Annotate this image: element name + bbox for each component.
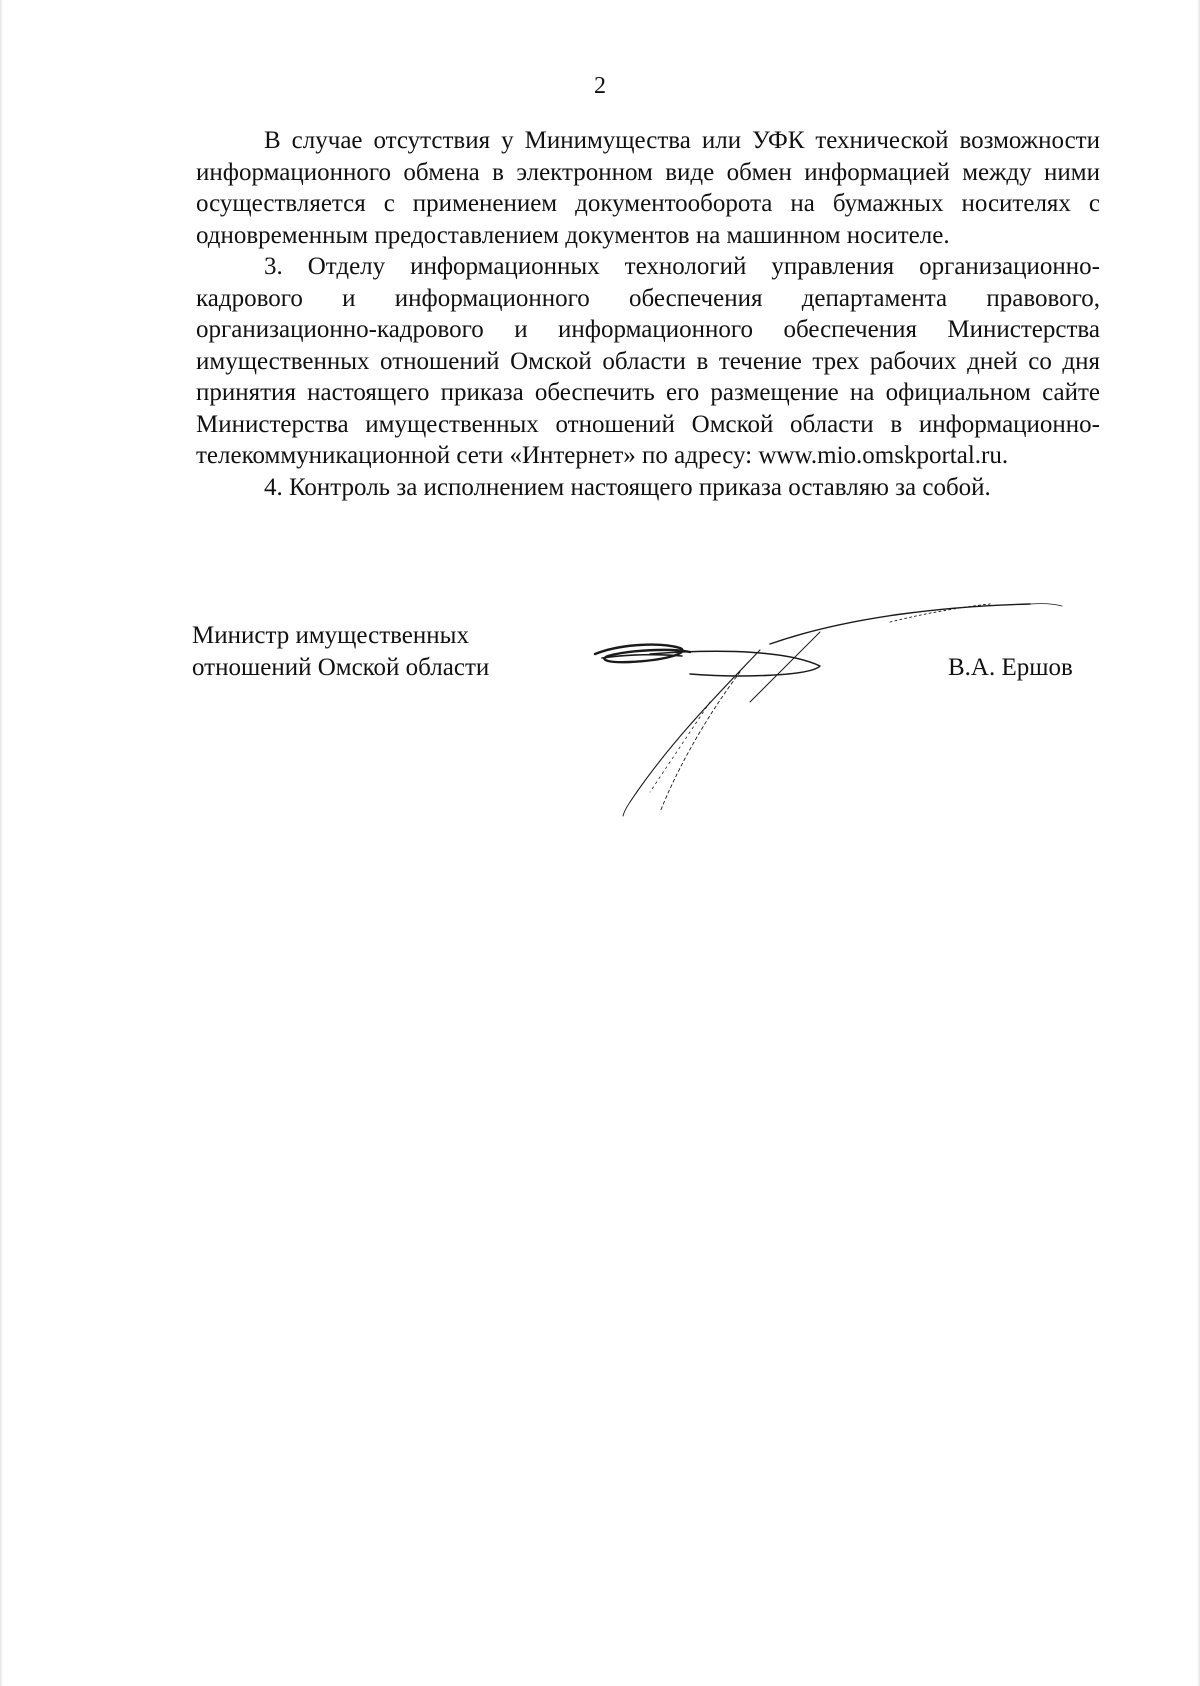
paragraph-item-3-publication: 3. Отделу информационных технологий управления организационно-кадрового и информационного обеспечения департамента правового, организационно-кадрового и информационного обеспечения Министерства имущественных отношений Омской области в течение трех рабочих дней со дня принятия настоящего приказа обеспечить его размещение на официальном сайте Министерства имущественных отношений Омской области в информационно-телекоммуникационной сети «Интернет» по адресу: www.mio.omskportal.ru. — [196, 253, 1100, 469]
scan-edge-left — [0, 0, 3, 1686]
page-number: 2 — [594, 73, 606, 99]
signer-title — [192, 620, 612, 684]
signer-title-line-1: Министр имущественных — [192, 622, 469, 649]
handwritten-signature — [590, 592, 1130, 832]
document-body — [196, 125, 1100, 503]
signer-title-line-2: отношений Омской области — [192, 654, 490, 681]
signer-name: В.А. Ершов — [948, 654, 1073, 681]
paragraph-exchange-fallback: В случае отсутствия у Минимущества или УФК технической возможности информационного обмена в электронном виде обмен информацией между ними осуществляется с применением документооборота на бумажных носителях с одновременным предоставлением документов на машинном носителе. — [196, 127, 1100, 249]
paragraph-item-4-control: 4. Контроль за исполнением настоящего приказа оставляю за собой. — [264, 473, 991, 501]
signature-block — [0, 620, 1200, 840]
